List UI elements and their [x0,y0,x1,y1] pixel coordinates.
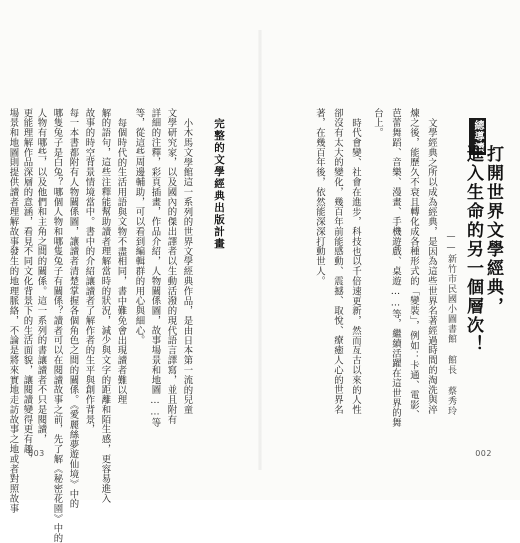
paragraph-line: 每一本書都附有人物關係圖，讓讀者清楚掌握各個角色之間的關係。《愛麗絲夢遊仙境》中的 [67,108,79,509]
paragraph-line: 哪隻兔子是白兔？哪個人物和哪隻兔子有關係？讀者可以在閱讀故事之前，先了解《秘密花園》中的 [51,108,63,543]
paragraph-line: 人物有哪些，以及他們和主角之間的關係。這一系列的書讓讀者不只是閱讀， [35,108,47,445]
paragraph-line: 小木馬文學館這一系列的世界文學經典作品，是由日本第一流的兒童 [181,118,193,415]
page-number-left: 003 [28,449,45,458]
paragraph-line: 時代會變、社會在進步，科技也以千倍速更新，然而亙古以來的人性 [350,118,361,415]
paragraph-line: 詳細的注釋，彩頁插畫，作品介紹，人物關係圖，故事場景和地圖……等 [149,108,161,428]
paragraph-line: 芭蕾舞蹈、音樂、漫畫、手機遊戲、桌遊……等，繼續活躍在這世界的舞 [390,108,401,428]
byline: ——新竹市民國小圖書館 館長 蔡秀玲 [446,232,456,416]
paragraph-line: 文學研究家，以及國內的傑出譯者以生動活潑的現代語言譯寫，並且附有 [165,108,177,425]
paragraph-line: 場景和地圖則提供讀者理解故事發生的地理脈絡，不論是將來實地走訪故事之地或者對照故事 [7,108,19,514]
paragraph-line: 等，從這些周邊輔助，可以看到編輯群的用心與細心。 [133,108,145,346]
paragraph-line: 煉之後，能歷久不衰且轉化成各種形式的「變裝」，例如：卡通、電影、 [408,108,419,420]
paragraph-line: 文學經典之所以成為經典，是因為這些世界名著經過時間的淘洗與淬 [426,118,437,415]
paragraph-line: 台上。 [372,108,383,138]
paragraph-line: 著，在幾百年後，依然能深深打動世人。 [314,108,325,287]
paragraph-line: 更能理解作品深層的意涵，看見不同文化背景下的生活面貌，讓閱讀變得更有趣， [21,108,33,465]
paragraph-line: 解的語句，這些注釋能幫助讀者理解當時的狀況，減少與文字的距離和陌生感，更容易進入 [99,108,111,504]
title-line-2: 進入生命的另一個層次！ [463,145,483,354]
right-page [260,0,520,500]
article-kicker: 總導讀 [469,118,486,155]
section-title: 完整的文學經典出版計畫 [213,118,225,250]
paragraph-line: 卻沒有太大的變化，幾百年前能感動、震撼、取悅、療癒人心的世界名 [332,108,343,415]
title-line-1: 打開世界文學經典， [483,145,503,316]
paragraph-line: 每個時代的生活用語與文物不盡相同，書中難免會出現讀者難以理 [115,118,127,405]
page-number-right: 002 [475,449,492,458]
paragraph-line: 故事的時空背景情境當中。書中的介紹讓讀者了解作者的生平與創作背景， [83,108,95,435]
